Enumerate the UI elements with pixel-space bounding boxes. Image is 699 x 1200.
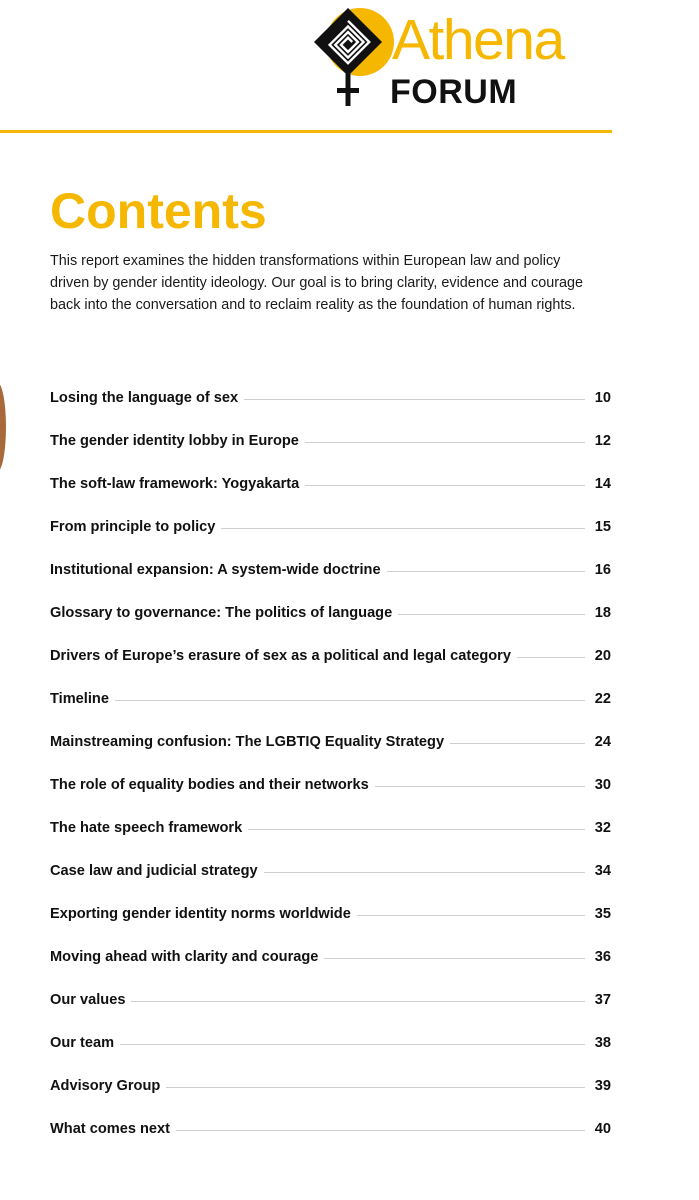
toc-entry-page: 16 xyxy=(594,562,611,578)
toc-entry-title: What comes next xyxy=(50,1121,171,1137)
toc-entry-page: 38 xyxy=(594,1035,611,1051)
toc-entry-title: The role of equality bodies and their networks xyxy=(50,777,369,793)
toc-entry-page: 37 xyxy=(594,992,611,1008)
toc-entry-page: 39 xyxy=(594,1078,611,1094)
edge-decoration xyxy=(0,382,6,472)
page-title: Contents xyxy=(50,183,267,239)
toc-entry-page: 10 xyxy=(594,390,611,406)
toc-leader-line xyxy=(176,1130,585,1131)
toc-entry[interactable] xyxy=(50,390,611,433)
toc-leader-line xyxy=(131,1001,585,1002)
toc-entry-title: Losing the language of sex xyxy=(50,390,239,406)
toc-entry[interactable] xyxy=(50,433,611,476)
toc-leader-line xyxy=(398,614,585,615)
toc-leader-line xyxy=(450,743,585,744)
toc-entry-page: 32 xyxy=(594,820,611,836)
toc-entry[interactable] xyxy=(50,1078,611,1121)
toc-leader-line xyxy=(305,485,585,486)
toc-leader-line xyxy=(120,1044,585,1045)
toc-entry-page: 15 xyxy=(594,519,611,535)
toc-leader-line xyxy=(517,657,585,658)
toc-entry[interactable] xyxy=(50,1121,611,1164)
toc-leader-line xyxy=(264,872,585,873)
toc-entry-page: 30 xyxy=(594,777,611,793)
intro-paragraph: This report examines the hidden transformations within European law and policy driven by gender identity ideology. Our goal is to bring clarity, evidence and courage back into the conversation and to reclaim reality as the foundation of human rights. xyxy=(50,253,584,313)
toc-entry-title: Case law and judicial strategy xyxy=(50,863,258,879)
logo-name: Athena xyxy=(392,8,564,72)
toc-entry-page: 24 xyxy=(594,734,611,750)
toc-entry-title: Drivers of Europe’s erasure of sex as a political and legal category xyxy=(50,648,511,664)
toc-leader-line xyxy=(324,958,585,959)
toc-entry[interactable] xyxy=(50,1035,611,1078)
toc-entry[interactable] xyxy=(50,906,611,949)
toc-entry-page: 12 xyxy=(594,433,611,449)
toc-entry-page: 35 xyxy=(594,906,611,922)
toc-entry[interactable] xyxy=(50,476,611,519)
toc-leader-line xyxy=(248,829,585,830)
toc-entry[interactable] xyxy=(50,648,611,691)
toc-entry[interactable] xyxy=(50,519,611,562)
toc-entry-page: 34 xyxy=(594,863,611,879)
table-of-contents xyxy=(50,390,611,1164)
toc-entry-title: Mainstreaming confusion: The LGBTIQ Equality Strategy xyxy=(50,734,445,750)
toc-leader-line xyxy=(115,700,585,701)
toc-entry[interactable] xyxy=(50,863,611,906)
toc-entry-title: The hate speech framework xyxy=(50,820,243,836)
toc-entry-title: Advisory Group xyxy=(50,1078,161,1094)
toc-leader-line xyxy=(221,528,585,529)
toc-entry-page: 40 xyxy=(594,1121,611,1137)
athena-forum-logo xyxy=(312,4,622,114)
toc-leader-line xyxy=(305,442,585,443)
toc-entry-page: 18 xyxy=(594,605,611,621)
toc-entry-title: Our values xyxy=(50,992,126,1008)
toc-entry-title: Timeline xyxy=(50,691,109,707)
toc-leader-line xyxy=(244,399,585,400)
toc-entry[interactable] xyxy=(50,562,611,605)
toc-entry-page: 20 xyxy=(594,648,611,664)
toc-entry[interactable] xyxy=(50,992,611,1035)
toc-entry-title: From principle to policy xyxy=(50,519,216,535)
toc-entry-title: Institutional expansion: A system-wide doctrine xyxy=(50,562,381,578)
toc-entry[interactable] xyxy=(50,691,611,734)
toc-entry-page: 14 xyxy=(594,476,611,492)
toc-entry[interactable] xyxy=(50,734,611,777)
toc-entry-page: 22 xyxy=(594,691,611,707)
toc-entry[interactable] xyxy=(50,949,611,992)
toc-leader-line xyxy=(387,571,585,572)
header-divider xyxy=(0,130,612,133)
toc-leader-line xyxy=(375,786,585,787)
toc-entry-title: Glossary to governance: The politics of language xyxy=(50,605,393,621)
toc-leader-line xyxy=(357,915,585,916)
toc-entry-title: The soft-law framework: Yogyakarta xyxy=(50,476,300,492)
toc-leader-line xyxy=(166,1087,585,1088)
logo-subtitle: FORUM xyxy=(390,73,518,111)
toc-entry-title: The gender identity lobby in Europe xyxy=(50,433,299,449)
toc-entry[interactable] xyxy=(50,777,611,820)
spiral-venus-icon xyxy=(312,4,402,110)
toc-entry-title: Our team xyxy=(50,1035,115,1051)
toc-entry[interactable] xyxy=(50,605,611,648)
toc-entry-title: Moving ahead with clarity and courage xyxy=(50,949,319,965)
toc-entry-page: 36 xyxy=(594,949,611,965)
toc-entry-title: Exporting gender identity norms worldwide xyxy=(50,906,351,922)
toc-entry[interactable] xyxy=(50,820,611,863)
